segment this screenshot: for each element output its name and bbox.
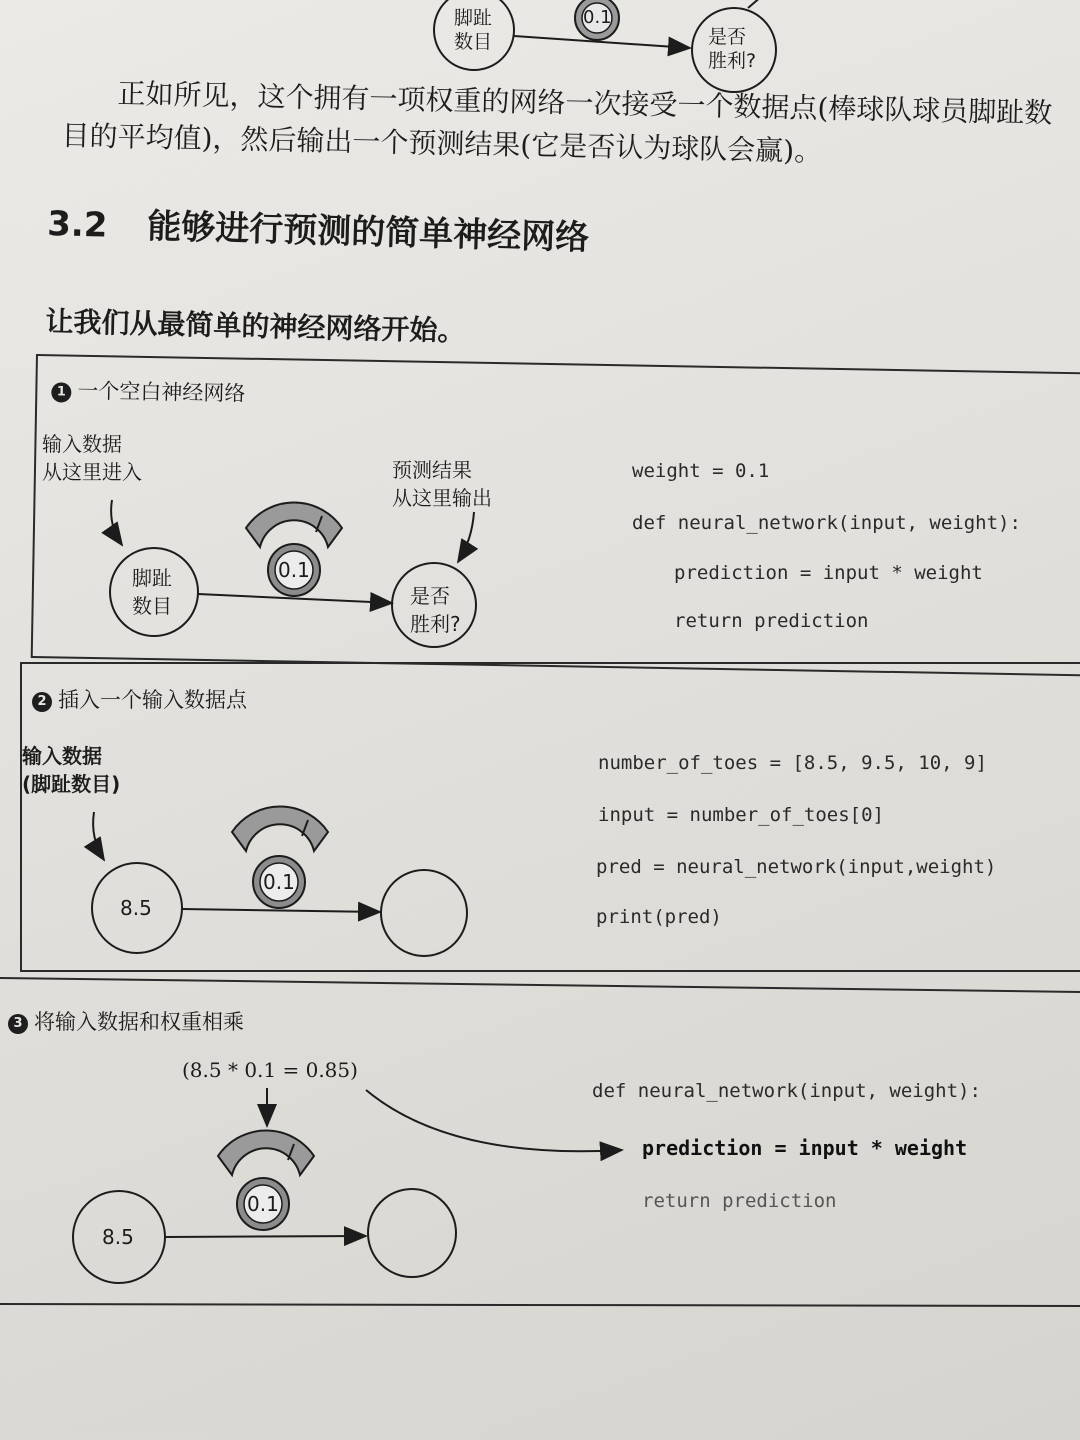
lead-sentence: 让我们从最简单的神经网络开始。: [45, 304, 466, 348]
panel2-input-note: 输入数据 (脚趾数目): [22, 744, 121, 796]
panel3-marker: 3: [8, 1014, 28, 1034]
panel2-title: 2 插入一个输入数据点: [32, 684, 247, 714]
panel1-output-node-label: 是否 胜利?: [410, 584, 461, 636]
panel-2: [20, 662, 1080, 972]
panel1-marker: 1: [51, 382, 71, 402]
panel3-network-diagram: [73, 1088, 622, 1283]
panel3-title: 3 将输入数据和权重相乘: [8, 1006, 244, 1036]
panel3-calc-label: (8.5 * 0.1 = 0.85): [182, 1058, 358, 1082]
panel1-input-node-label: 脚趾 数目: [132, 566, 172, 618]
top-input-label: 脚趾 数目: [454, 7, 493, 53]
panel1-title: 1 一个空白神经网络: [51, 374, 245, 407]
body-paragraph-line2: 目的平均值)，然后输出一个预测结果(它是否认为球队会赢)。: [61, 118, 823, 168]
panel1-code-line2: def neural_network(input, weight):: [632, 512, 1021, 534]
panel2-input-value: 8.5: [120, 896, 152, 920]
panel2-code-line3: pred = neural_network(input,weight): [596, 856, 997, 878]
panel1-input-note: 输入数据 从这里进入: [42, 432, 142, 484]
panel3-output-node: [368, 1189, 456, 1277]
body-paragraph-line1: 正如所见，这个拥有一项权重的网络一次接受一个数据点(棒球队球员脚趾数: [117, 76, 1053, 130]
panel3-code-line3: return prediction: [642, 1190, 837, 1212]
section-number: 3.2: [46, 203, 109, 246]
panel2-marker: 2: [32, 692, 52, 712]
panel2-code-line4: print(pred): [596, 906, 722, 928]
panel2-weight-value: 0.1: [263, 870, 295, 894]
panel3-input-value: 8.5: [102, 1225, 134, 1249]
section-title: 能够进行预测的简单神经网络: [146, 206, 590, 259]
panel3-bottom-rule: [0, 1304, 1080, 1306]
panel3-top-rule: [0, 978, 1080, 992]
top-output-label: 是否 胜利?: [708, 26, 757, 72]
panel3-weight-gauge: [218, 1131, 314, 1175]
panel1-code-line4: return prediction: [674, 610, 869, 632]
panel3-weight-value: 0.1: [247, 1192, 279, 1216]
panel3-code-line1: def neural_network(input, weight):: [592, 1080, 981, 1102]
panel1-weight-value: 0.1: [278, 558, 310, 582]
panel1-output-note: 预测结果 从这里输出: [392, 458, 492, 510]
top-weight-value: 0.1: [583, 7, 612, 28]
panel1-code-line3: prediction = input * weight: [674, 562, 983, 584]
panel2-code-line2: input = number_of_toes[0]: [598, 804, 884, 826]
panel1-code-line1: weight = 0.1: [632, 460, 770, 482]
panel3-connection-arrow: [165, 1236, 366, 1237]
panel3-code-line2: prediction = input * weight: [642, 1136, 968, 1160]
panel2-code-line1: number_of_toes = [8.5, 9.5, 10, 9]: [598, 752, 987, 774]
